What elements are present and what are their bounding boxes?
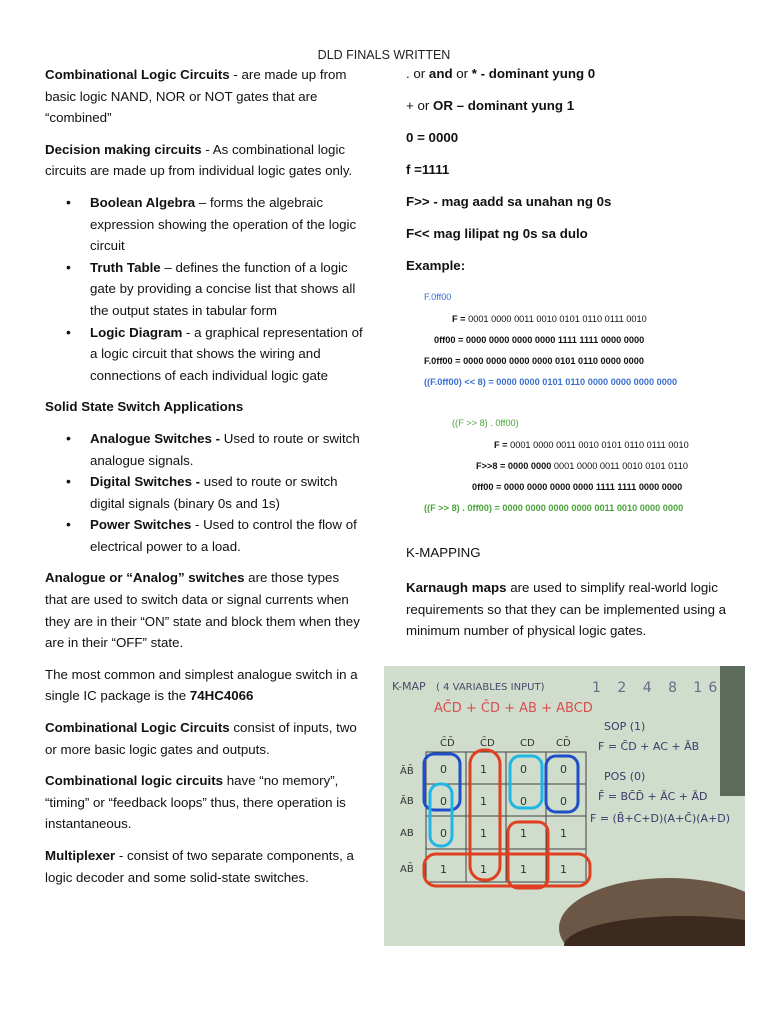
svg-text:0: 0 bbox=[560, 795, 567, 808]
paragraph-no-memory: Combinational logic circuits have “no memory”, “timing” or “feedback loops” thus, there operation is instantaneous. bbox=[45, 773, 346, 832]
kmap-row-label: AB bbox=[400, 828, 414, 839]
photo-title: K-MAP bbox=[392, 680, 426, 693]
svg-text:1: 1 bbox=[560, 863, 567, 876]
list-item: • Analogue Switches - Used to route or switch analogue signals. bbox=[45, 428, 363, 471]
svg-text:0: 0 bbox=[440, 763, 447, 776]
kmap-row-label: ĀB̄ bbox=[400, 766, 414, 777]
photo-expression: AC̄D + C̄D + AB + ABCD bbox=[434, 701, 593, 716]
paragraph-74hc4066: The most common and simplest analogue switch in a single IC package is the 74HC4066 bbox=[45, 666, 358, 704]
note-zero: 0 = 0000 bbox=[406, 130, 459, 145]
pos-label: POS (0) bbox=[604, 770, 646, 783]
svg-text:1: 1 bbox=[480, 763, 487, 776]
pos-equation-1: F̄ = BC̄D̄ + ĀC + ĀD bbox=[598, 790, 708, 803]
paragraph-combinational-consist: Combinational Logic Circuits consist of inputs, two or more basic logic gates and outputs. bbox=[45, 720, 357, 757]
example-line: ((F.0ff00) << 8) = 0000 0000 0101 0110 0000 0000 0000 0000 bbox=[424, 377, 678, 387]
svg-text:0: 0 bbox=[440, 827, 447, 840]
page-title: DLD FINALS WRITTEN bbox=[317, 48, 451, 62]
example-line: ((F >> 8) . 0ff00) = 0000 0000 0000 0000 0011 0010 0000 0000 bbox=[424, 503, 684, 513]
example-line: F.0ff00 = 0000 0000 0000 0000 0101 0110 0000 0000 bbox=[424, 356, 644, 366]
pos-equation-2: F = (B̄+C+D)(A+C̄)(A+D) bbox=[590, 812, 731, 825]
left-column bbox=[45, 64, 363, 898]
list-item: • Boolean Algebra – forms the algebraic expression showing the operation of the logic circuit bbox=[45, 192, 363, 257]
paragraph-multiplexer: Multiplexer - consist of two separate components, a logic decoder and some solid-state switches. bbox=[45, 848, 354, 885]
svg-text:0: 0 bbox=[440, 795, 447, 808]
svg-text:1: 1 bbox=[520, 827, 527, 840]
svg-text:1: 1 bbox=[560, 827, 567, 840]
example-line: ((F >> 8) . 0ff00) bbox=[452, 418, 519, 428]
example-line: F = 0001 0000 0011 0010 0101 0110 0111 0010 bbox=[494, 440, 689, 450]
svg-text:1: 1 bbox=[480, 827, 487, 840]
kmapping-heading: K-MAPPING bbox=[406, 545, 481, 560]
example-line: F.0ff00 bbox=[424, 292, 452, 302]
paragraph-analog-switches: Analogue or “Analog” switches are those types that are used to switch data or signal currents when they are in their “ON” state and block them when they are in their “OFF” state. bbox=[45, 570, 360, 651]
note-f: f =1111 bbox=[406, 162, 450, 177]
list-item: • Digital Switches - used to route or switch digital signals (binary 0s and 1s) bbox=[45, 471, 363, 514]
sop-label: SOP (1) bbox=[604, 720, 646, 733]
note-shift-right: F>> - mag aadd sa unahan ng 0s bbox=[406, 194, 612, 209]
svg-text:0: 0 bbox=[560, 763, 567, 776]
list-item: • Truth Table – defines the function of a logic gate by providing a concise list that shows all the output states in tabular form bbox=[45, 257, 363, 322]
kmap-whiteboard-photo bbox=[384, 666, 745, 946]
photo-subtitle: ( 4 VARIABLES INPUT) bbox=[436, 682, 545, 693]
list-item: • Power Switches - Used to control the flow of electrical power to a load. bbox=[45, 514, 363, 557]
representation-list bbox=[45, 192, 363, 386]
kmap-row-label: AB̄ bbox=[400, 864, 414, 875]
list-item: • Logic Diagram - a graphical representation of a logic circuit that shows the wiring and connections of each individual logic gate bbox=[45, 322, 363, 387]
svg-text:0: 0 bbox=[520, 763, 527, 776]
kmap-col-label: C̄D bbox=[480, 738, 495, 749]
svg-text:1: 1 bbox=[480, 863, 487, 876]
switch-list bbox=[45, 428, 363, 558]
example-line: 0ff00 = 0000 0000 0000 0000 1111 1111 0000 0000 bbox=[472, 482, 683, 492]
kmap-col-label: C̄D̄ bbox=[440, 738, 455, 749]
note-shift-left: F<< mag lilipat ng 0s sa dulo bbox=[406, 226, 588, 241]
example-line: F = 0001 0000 0011 0010 0101 0110 0111 0010 bbox=[452, 314, 647, 324]
kmap-col-label: CD̄ bbox=[556, 738, 571, 749]
whiteboard-illustration bbox=[384, 666, 745, 946]
svg-text:1: 1 bbox=[520, 863, 527, 876]
svg-text:0: 0 bbox=[520, 795, 527, 808]
svg-text:1: 1 bbox=[440, 863, 447, 876]
paragraph-karnaugh: Karnaugh maps are used to simplify real-world logic requirements so that they can be implemented using a minimum number of physical logic gates. bbox=[406, 580, 727, 639]
example-line: 0ff00 = 0000 0000 0000 0000 1111 1111 0000 0000 bbox=[434, 335, 645, 345]
kmap-row-label: ĀB bbox=[400, 796, 414, 807]
paragraph-decision-making: Decision making circuits - As combinational logic circuits are made up from individual logic gates only. bbox=[45, 141, 353, 179]
note-or-operator: + or OR – dominant yung 1 bbox=[406, 98, 575, 113]
sop-equation: F = C̄D + AC + ĀB bbox=[598, 740, 700, 753]
photo-numbers: 1 2 4 8 16 bbox=[592, 680, 724, 696]
example-heading: Example: bbox=[406, 258, 466, 273]
example-line: F>>8 = 0000 0000 0001 0000 0011 0010 0101 0110 bbox=[476, 461, 688, 471]
right-column bbox=[406, 64, 731, 552]
svg-text:1: 1 bbox=[480, 795, 487, 808]
paragraph-combinational: Combinational Logic Circuits - are made up from basic logic NAND, NOR or NOT gates that are “combined” bbox=[45, 67, 347, 126]
kmap-col-label: CD bbox=[520, 738, 535, 749]
note-and-operator: . or and or * - dominant yung 0 bbox=[406, 66, 596, 81]
section-heading-solid-state: Solid State Switch Applications bbox=[45, 399, 244, 415]
example-block bbox=[406, 292, 731, 552]
